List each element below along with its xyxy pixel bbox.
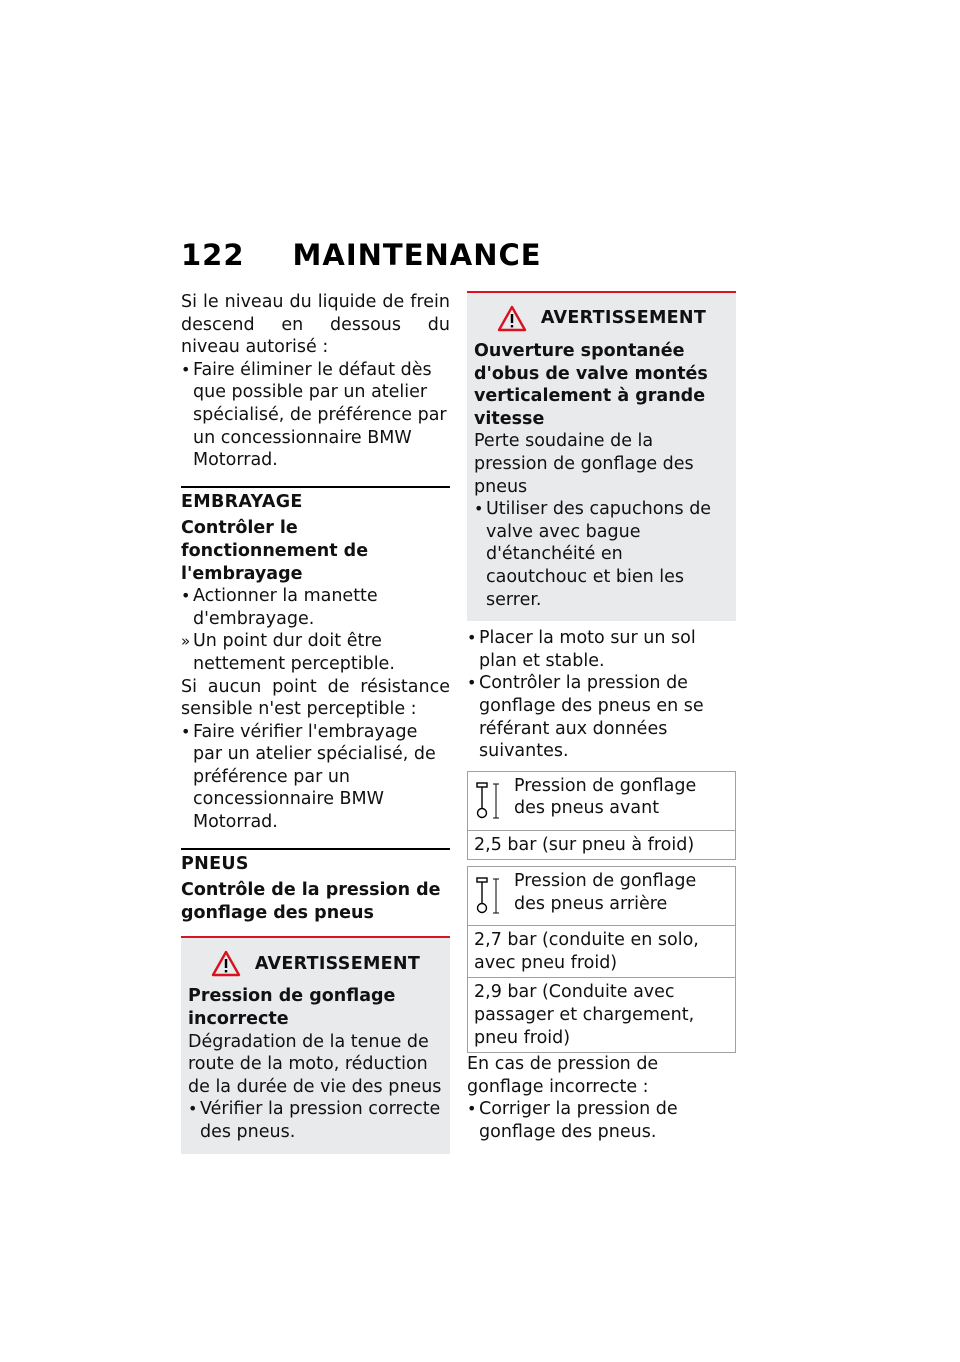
warning-cause: Ouverture spontanée d'obus de valve montés verticalement à grande vitesse [474,341,708,429]
warning-cause: Pression de gonflage incorrecte [188,986,396,1030]
section-heading-clutch: EMBRAYAGE [181,491,303,512]
warning-header [474,305,729,332]
list-item: • Contrôler la pression de gonflage des pneus en se référant aux données suivantes. [467,672,736,762]
list-item: • Vérifier la pression correcte des pneus. [188,1098,443,1143]
page-header [181,238,542,272]
table-header [468,772,735,830]
tyre-pressure-gauge-icon [474,876,500,916]
page-number: 122 [181,238,245,272]
table-row: 2,5 bar (sur pneu à froid) [468,830,735,860]
clutch-section [181,486,450,514]
list-item: • Faire éliminer le défaut dès que possible par un atelier spécialisé, de préférence par un concessionnaire BMW Motorrad. [181,359,450,472]
table-label: Pression de gonflage des pneus avant [514,775,697,819]
clutch-steps-2 [181,721,450,834]
warning-triangle-icon [211,950,241,977]
tyre-pressure-gauge-icon [474,781,500,821]
section-title: MAINTENANCE [292,238,542,272]
result-item: » Un point dur doit être nettement perceptible. [181,630,450,675]
warning-triangle-icon [497,305,527,332]
section-heading-tyres: PNEUS [181,853,249,874]
warning-measures [474,498,729,611]
list-item: • Faire vérifier l'embrayage par un atelier spécialisé, de préférence par un concessionnaire BMW Motorrad. [181,721,450,834]
clutch-steps [181,585,450,675]
table-header [468,867,735,925]
warning-consequence: Perte soudaine de la pression de gonflage des pneus [474,431,694,497]
warning-header [188,950,443,977]
subheading-clutch-check: Contrôler le fonctionnement de l'embrayage [181,518,369,584]
table-row: 2,7 bar (conduite en solo, avec pneu froid) [468,925,735,977]
warning-consequence: Dégradation de la tenue de route de la moto, réduction de la durée de vie des pneus [188,1031,442,1097]
table-label: Pression de gonflage des pneus arrière [514,871,697,914]
warning-box-valve [467,291,736,621]
front-pressure-table [467,771,736,861]
subheading-tyre-pressure: Contrôle de la pression de gonflage des pneus [181,880,441,923]
clutch-condition: Si aucun point de résistance sensible n'est perceptible : [181,676,450,720]
pressure-condition: En cas de pression de gonflage incorrecte : [467,1054,659,1097]
table-row: 2,9 bar (Conduite avec passager et chargement, pneu froid) [468,977,735,1052]
list-item: • Actionner la manette d'embrayage. [181,585,450,630]
brake-fluid-steps [181,359,450,472]
warning-measures [188,1098,443,1143]
pressure-correction-steps [467,1098,736,1143]
list-item: • Placer la moto sur un sol plan et stable. [467,627,736,672]
tyre-check-steps [467,627,736,763]
left-column [181,291,450,1154]
list-item: • Corriger la pression de gonflage des pneus. [467,1098,736,1143]
warning-title: AVERTISSEMENT [540,308,707,329]
warning-title: AVERTISSEMENT [254,953,421,974]
right-column [467,291,736,1144]
rear-pressure-table [467,866,736,1053]
brake-fluid-condition: Si le niveau du liquide de frein descend en dessous du niveau autorisé : [181,292,450,358]
warning-box-pressure [181,936,450,1153]
tyres-section [181,848,450,876]
list-item: • Utiliser des capuchons de valve avec bague d'étanchéité en caoutchouc et bien les serrer. [474,498,729,611]
